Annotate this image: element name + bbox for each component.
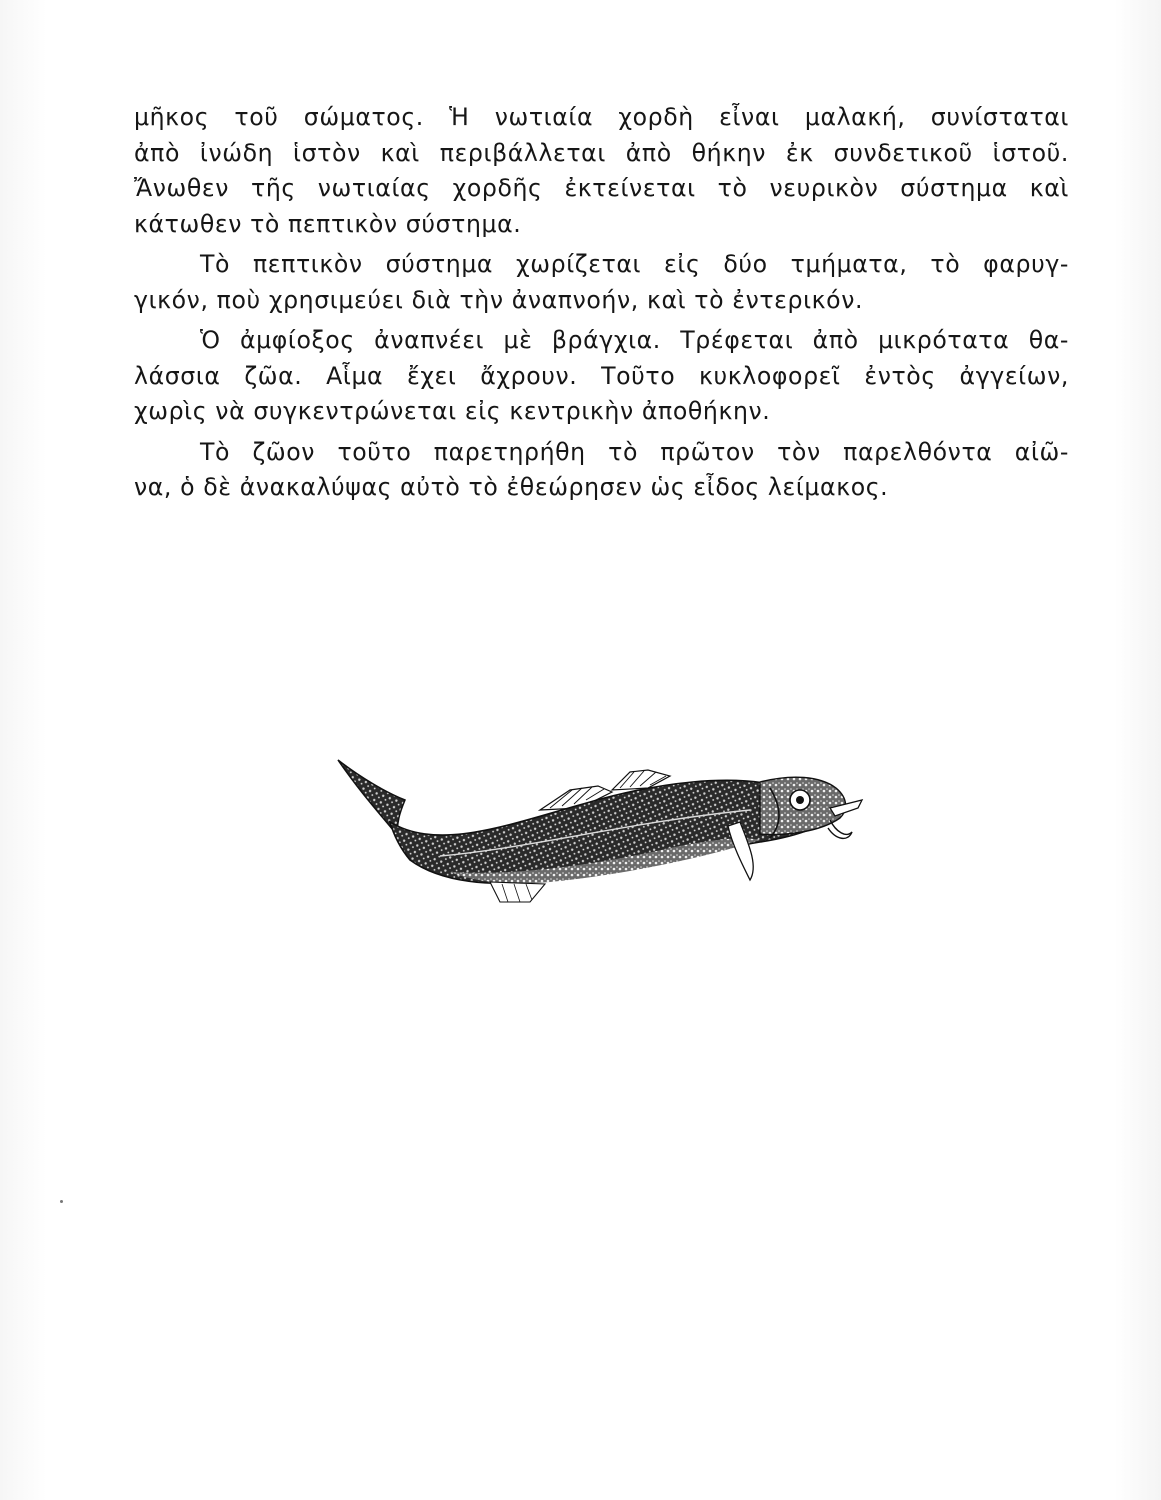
paragraph-1: [134, 100, 1069, 242]
text-line: γικόν, ποὺ χρησιμεύει διὰ τὴν ἀναπνοήν, καὶ τὸ ἐντερικόν.: [134, 285, 864, 314]
paragraph-4: [134, 435, 1069, 506]
text-line: Ὁ ἀμφίοξος ἀναπνέει μὲ βράγχια. Τρέφεται ἀπὸ μικρότατα θα-: [200, 326, 1069, 354]
paragraph-2: [134, 247, 1069, 318]
page-speck: [60, 1200, 63, 1203]
text-line: μῆκος τοῦ σώματος. Ἡ νωτιαία χορδὴ εἶναι μαλακή, συνίσταται: [134, 103, 1069, 131]
text-line: λάσσια ζῶα. Αἷμα ἔχει ἄχρουν. Τοῦτο κυκλοφορεῖ ἐντὸς ἀγγείων,: [134, 361, 1069, 390]
paragraph-3: [134, 323, 1069, 430]
text-line: Ἄνωθεν τῆς νωτιαίας χορδῆς ἐκτείνεται τὸ νευρικὸν σύστημα καὶ: [134, 174, 1069, 202]
fish-icon: [330, 752, 870, 912]
text-line: Τὸ ζῶον τοῦτο παρετηρήθη τὸ πρῶτον τὸν παρελθόντα αἰῶ-: [200, 437, 1069, 466]
text-line: να, ὁ δὲ ἀνακαλύψας αὐτὸ τὸ ἐθεώρησεν ὡς εἶδος λείμακος.: [134, 473, 889, 501]
text-line: κάτωθεν τὸ πεπτικὸν σύστημα.: [134, 209, 522, 238]
fish-illustration: [330, 752, 870, 912]
text-line: ἀπὸ ἰνώδη ἱστὸν καὶ περιβάλλεται ἀπὸ θήκην ἐκ συνδετικοῦ ἱστοῦ.: [134, 138, 1069, 167]
text-line: χωρὶς νὰ συγκεντρώνεται εἰς κεντρικὴν ἀποθήκην.: [134, 397, 771, 425]
text-line: Τὸ πεπτικὸν σύστημα χωρίζεται εἰς δύο τμήματα, τὸ φαρυγ-: [200, 250, 1069, 278]
body-text: [134, 100, 1069, 506]
